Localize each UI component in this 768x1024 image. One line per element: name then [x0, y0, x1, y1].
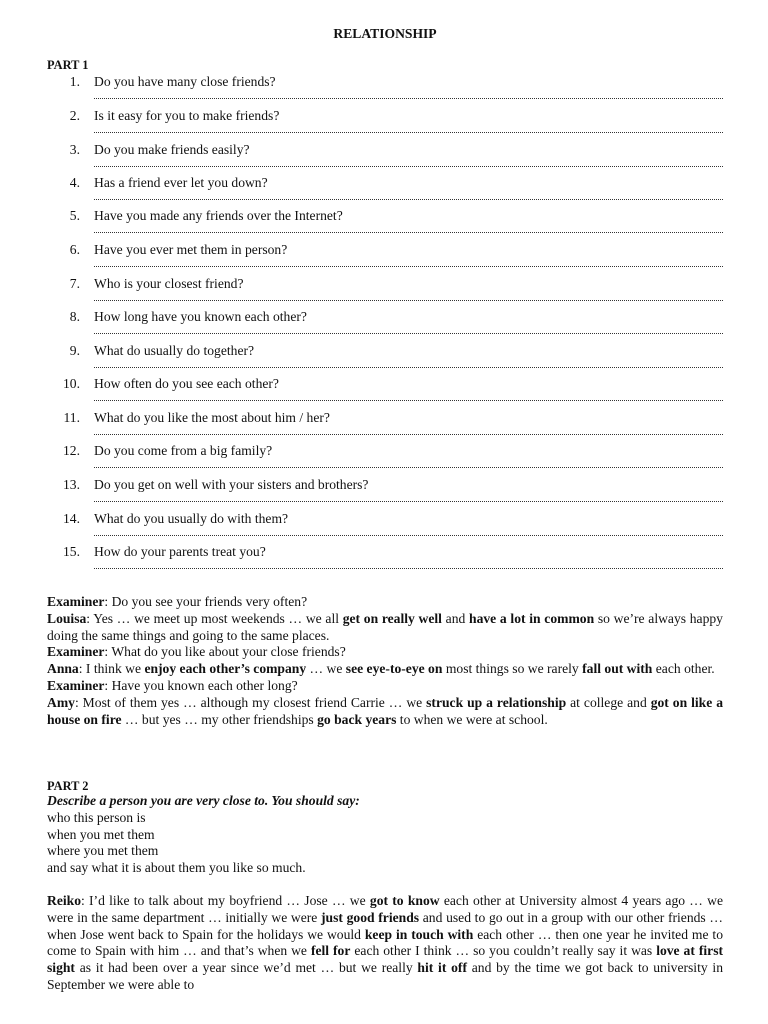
cue-card-point: when you met them — [47, 826, 155, 842]
dialogue-line — [47, 661, 723, 678]
question-text: How do your parents treat you? — [94, 544, 266, 559]
answer-text: and used to go out in a group with our other friends … when Jose went back to Spain for the holidays we would — [47, 909, 723, 942]
cue-card-instruction: Describe a person you are very close to. You should say: — [47, 793, 360, 808]
answer-line[interactable] — [94, 291, 723, 301]
dialogue-line — [47, 678, 723, 695]
answer-line[interactable] — [94, 559, 723, 569]
dialogue-text: : Most of them yes … although my closest friend Carrie … we — [74, 694, 427, 710]
question-item — [47, 242, 723, 276]
key-phrase: hit it off — [417, 960, 467, 976]
speaker-name: Louisa — [47, 610, 87, 626]
cue-card — [47, 793, 723, 877]
dialogue-line — [47, 644, 723, 661]
page-title: RELATIONSHIP — [333, 26, 437, 41]
answer-line[interactable] — [94, 391, 723, 401]
dialogue-text: : Do you see your friends very often? — [104, 594, 308, 609]
dialogue-text: most things so we rarely — [442, 661, 583, 677]
answer-text: as it had been over a year since we’d met … but we really — [74, 960, 418, 976]
question-number: 5. — [69, 208, 80, 223]
key-phrase: get on really well — [342, 610, 442, 626]
answer-line[interactable] — [94, 492, 723, 502]
question-text: Do you get on well with your sisters and brothers? — [94, 477, 369, 492]
dialogue-text: and — [441, 610, 470, 626]
question-number: 4. — [69, 175, 80, 190]
speaker-name: Examiner — [47, 677, 105, 693]
key-phrase: got on like a house on fire — [47, 694, 723, 727]
question-item — [47, 142, 723, 176]
question-item — [47, 410, 723, 444]
question-text: Do you have many close friends? — [94, 74, 276, 89]
question-number: 6. — [69, 242, 80, 257]
question-item — [47, 443, 723, 477]
question-number: 14. — [63, 511, 80, 526]
key-phrase: fell for — [310, 943, 351, 959]
question-number: 8. — [69, 309, 80, 324]
question-item — [47, 376, 723, 410]
answer-line[interactable] — [94, 257, 723, 267]
dialogue-text: each other. — [652, 661, 715, 677]
answer-text: : I’d like to talk about my boyfriend … Jose … we — [80, 893, 370, 908]
question-item — [47, 343, 723, 377]
answer-line[interactable] — [94, 223, 723, 233]
part2-heading: PART 2 — [47, 779, 89, 793]
question-item — [47, 511, 723, 545]
answer-line[interactable] — [94, 157, 723, 167]
dialogue-line — [47, 695, 723, 729]
question-item — [47, 74, 723, 108]
dialogue-line — [47, 594, 723, 611]
speaker-name: Examiner — [47, 644, 105, 660]
question-text: What do you like the most about him / her? — [94, 410, 330, 425]
key-phrase: struck up a relationship — [426, 694, 567, 710]
question-item — [47, 208, 723, 242]
dialogue-text: : I think we — [78, 661, 145, 677]
dialogue-text: … we — [306, 661, 346, 677]
part1-heading: PART 1 — [47, 58, 89, 72]
question-number: 3. — [69, 142, 80, 157]
dialogue-line — [47, 611, 723, 645]
dialogue-text: to when we were at school. — [396, 711, 548, 727]
dialogue-text: : Yes … we meet up most weekends … we all — [86, 610, 343, 626]
dialogue-text: so we’re always happy doing the same things and going to the same places. — [47, 610, 723, 643]
question-number: 10. — [63, 376, 80, 391]
question-text: Do you make friends easily? — [94, 142, 250, 157]
dialogue-text: at college and — [566, 694, 651, 710]
question-number: 15. — [63, 544, 80, 559]
dialogue-text: … but yes … my other friendships — [121, 711, 318, 727]
question-item — [47, 544, 723, 578]
key-phrase: got to know — [369, 893, 440, 908]
question-item — [47, 309, 723, 343]
question-text: Is it easy for you to make friends? — [94, 108, 280, 123]
key-phrase: love at first sight — [47, 943, 724, 976]
sample-answer — [47, 893, 723, 994]
question-number: 2. — [69, 108, 80, 123]
answer-paragraph — [47, 893, 723, 994]
answer-line[interactable] — [94, 89, 723, 99]
answer-text: each other at University almost 4 years ago … we were in the same department … initially we were — [47, 893, 723, 925]
question-text: What do you usually do with them? — [94, 511, 289, 526]
question-text: Has a friend ever let you down? — [94, 175, 268, 190]
speaker-name: Reiko — [47, 893, 81, 908]
question-number: 13. — [63, 477, 80, 492]
question-item — [47, 276, 723, 310]
key-phrase: keep in touch with — [364, 926, 474, 942]
answer-line[interactable] — [94, 358, 723, 368]
key-phrase: go back years — [317, 711, 397, 727]
question-text: Do you come from a big family? — [94, 443, 273, 458]
speaker-name: Amy — [47, 694, 75, 710]
dialogue-text: : Have you known each other long? — [104, 677, 298, 693]
dialogue-text: : What do you like about your close friends? — [104, 644, 346, 660]
question-text: Have you made any friends over the Internet? — [94, 208, 343, 223]
answer-line[interactable] — [94, 324, 723, 334]
question-text: How often do you see each other? — [94, 376, 279, 391]
cue-card-point: where you met them — [47, 843, 159, 859]
question-text: What do usually do together? — [94, 343, 255, 358]
speaker-name: Anna — [47, 661, 79, 677]
key-phrase: have a lot in common — [469, 610, 595, 626]
key-phrase: see eye-to-eye on — [345, 661, 443, 677]
question-number: 11. — [63, 410, 80, 425]
answer-line[interactable] — [94, 526, 723, 536]
question-item — [47, 477, 723, 511]
answer-line[interactable] — [94, 123, 723, 133]
cue-card-point: who this person is — [47, 809, 146, 825]
question-number: 12. — [63, 443, 80, 458]
sample-dialogue — [47, 594, 723, 728]
question-item — [47, 175, 723, 209]
answer-text: and by the time we got back to university in September we were able to — [47, 960, 723, 992]
answer-text: each other … then one year he invited me to come to Spain with him … and that’s when we — [47, 926, 723, 959]
question-number: 1. — [69, 74, 80, 89]
answer-line[interactable] — [94, 190, 723, 200]
answer-line[interactable] — [94, 458, 723, 468]
question-text: How long have you known each other? — [94, 309, 307, 324]
key-phrase: fall out with — [582, 661, 653, 677]
cue-card-point: and say what it is about them you like so much. — [47, 860, 306, 876]
key-phrase: just good friends — [321, 909, 420, 925]
question-number: 7. — [69, 276, 80, 291]
question-text: Have you ever met them in person? — [94, 242, 288, 257]
answer-line[interactable] — [94, 425, 723, 435]
question-text: Who is your closest friend? — [94, 276, 244, 291]
speaker-name: Examiner — [47, 594, 105, 609]
question-number: 9. — [69, 343, 80, 358]
question-item — [47, 108, 723, 142]
answer-text: each other I think … so you couldn’t really say it was — [350, 943, 657, 959]
key-phrase: enjoy each other’s company — [144, 661, 307, 677]
